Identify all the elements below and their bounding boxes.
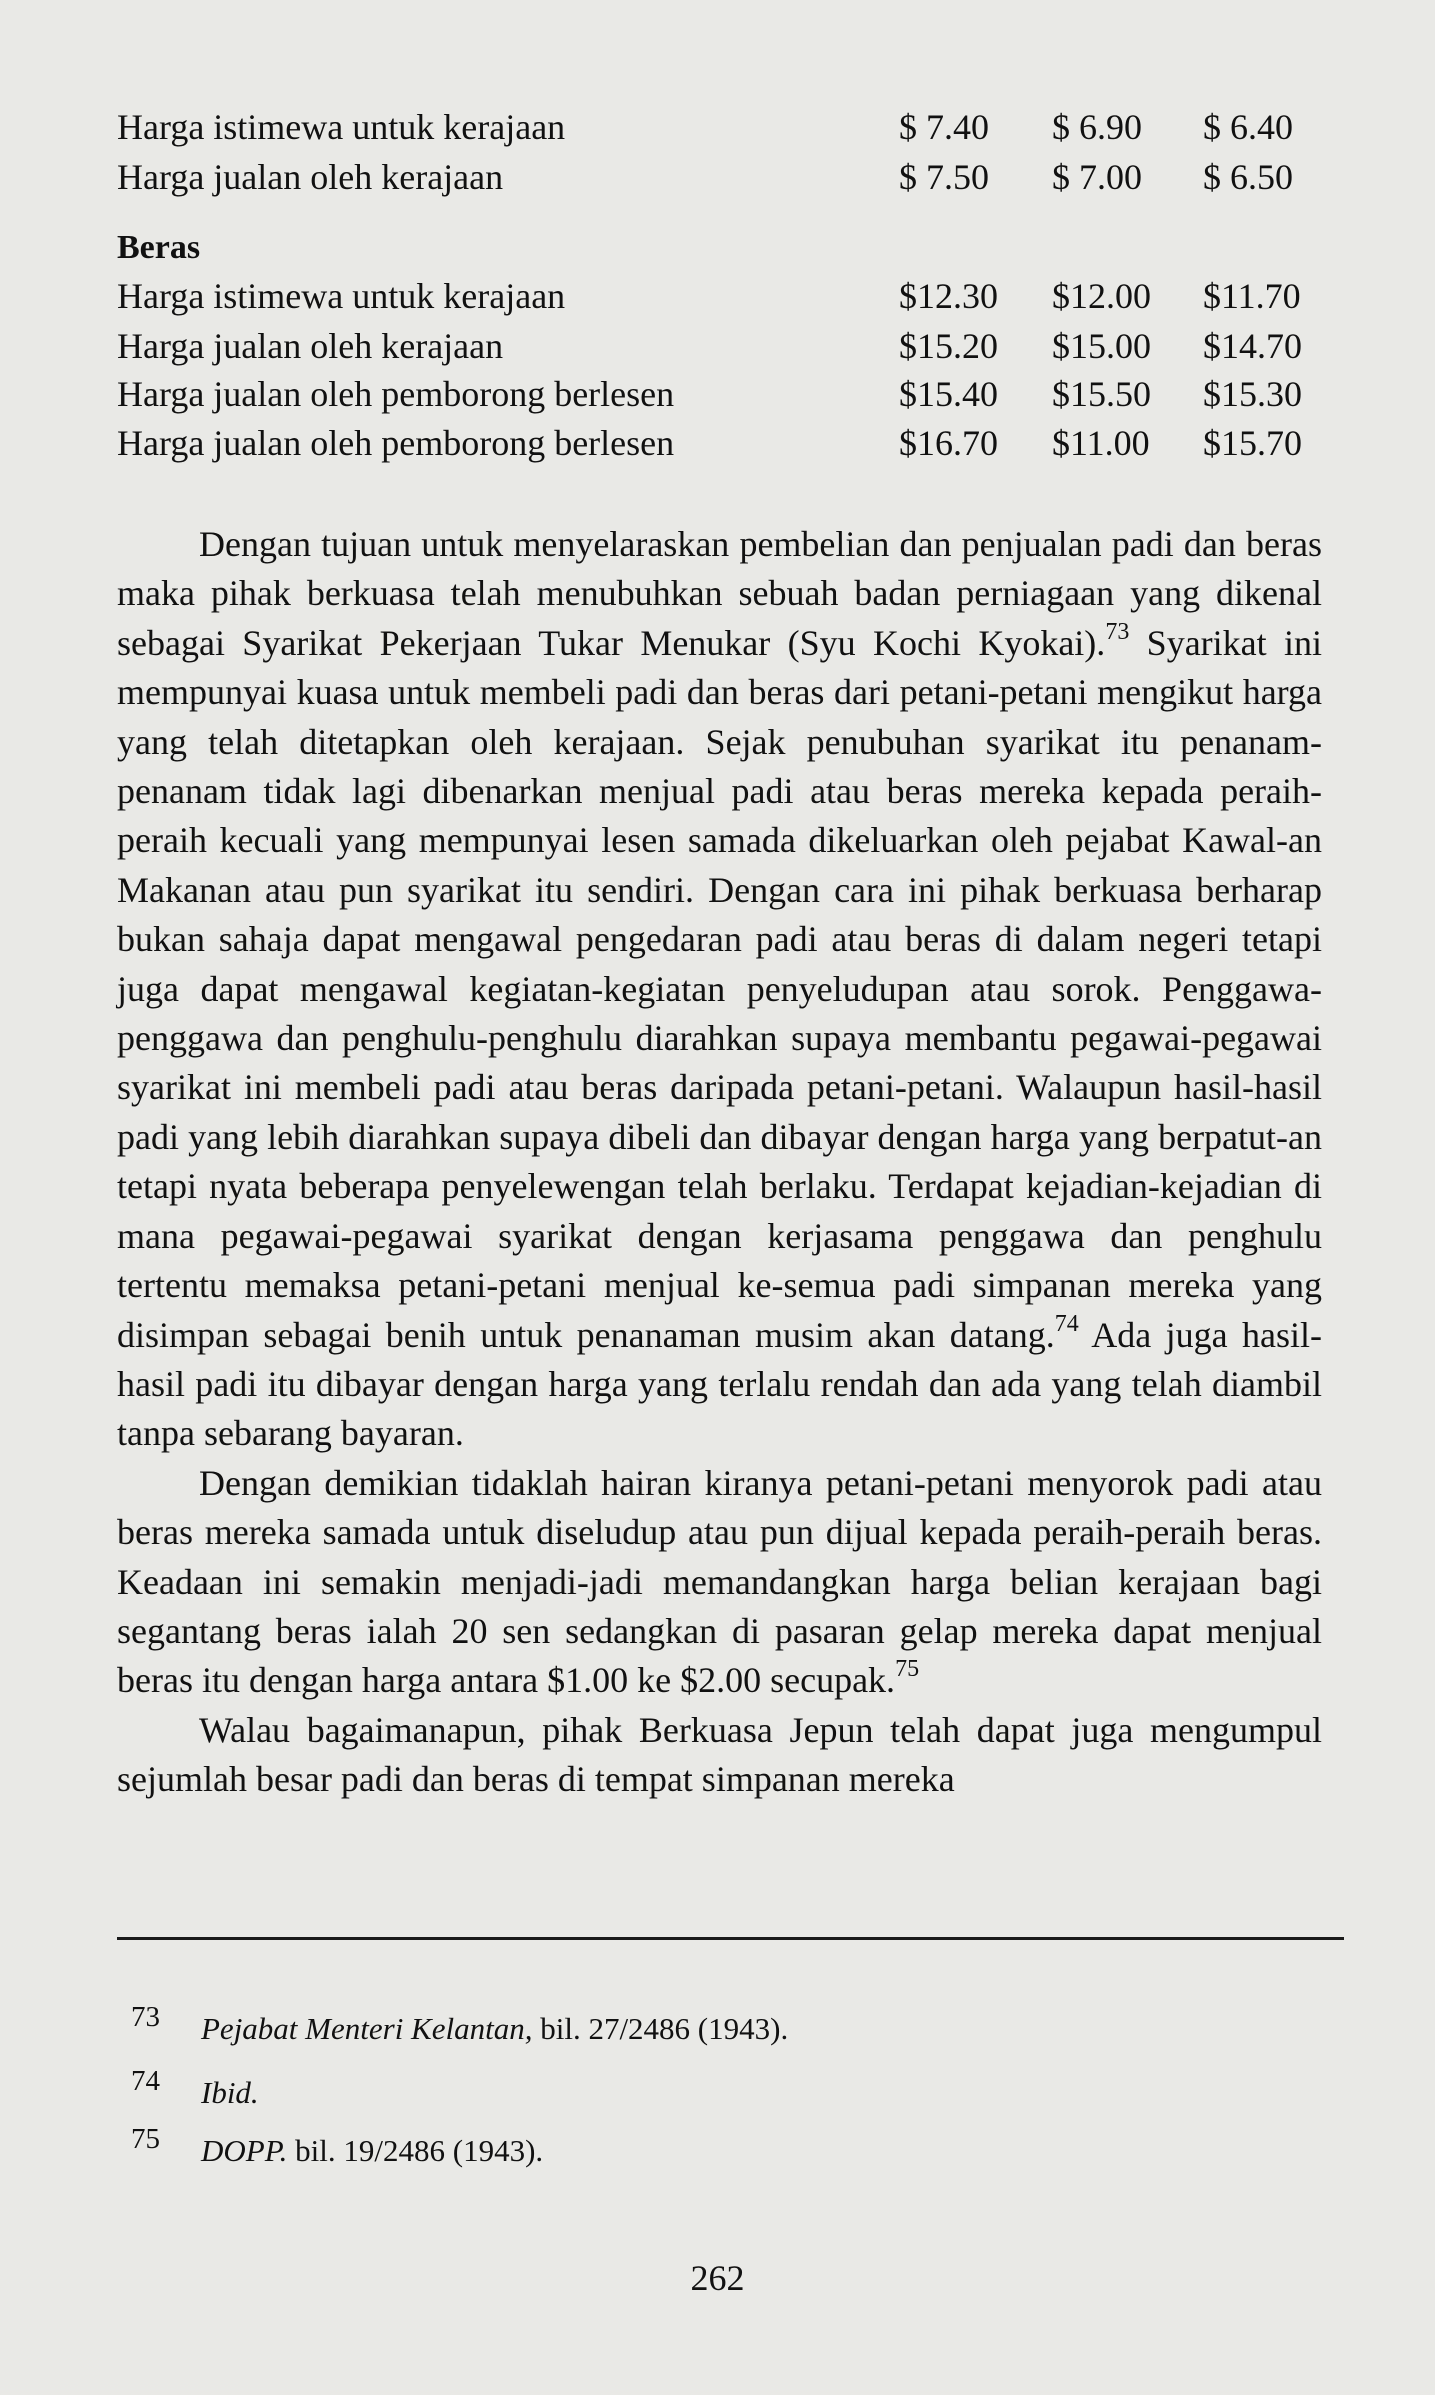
price-row-label: Harga jualan oleh pemborong berlesen [117,374,675,414]
price-row [117,372,1322,416]
beras-heading: Beras [117,229,201,266]
price-value: $14.70 [1203,326,1302,366]
price-value: $ 7.50 [899,157,989,197]
price-row [117,105,1322,149]
price-value: $15.40 [899,374,998,414]
price-value: $15.00 [1052,326,1151,366]
footnote [117,2001,1217,2049]
paragraph: Dengan demikian tidaklah hairan kiranya petani-petani menyorok padi atau beras mereka samada untuk diseludup atau pun dijual kepada peraih-peraih beras. Keadaan ini semakin menjadi-jadi memandangkan harga belian kerajaan bagi segantang beras ialah 20 sen sedangkan di pasaran gelap mereka dapat menjual beras itu dengan harga antara $1.00 ke $2.00 secupak.$^{75}$ [117,1462,1322,1701]
footnote-text: Ibid. [201,2075,259,2110]
footnote-ref[interactable]: 73 [1105,618,1130,645]
price-row [117,155,1322,199]
footnote-divider [117,1937,1344,1940]
price-value: $ 6.40 [1203,107,1293,147]
price-value: $15.20 [899,326,998,366]
price-row-label: Harga istimewa untuk kerajaan [117,107,566,147]
price-row-label: Harga jualan oleh pemborong berlesen [117,423,675,463]
footnote-text: DOPP. bil. 19/2486 (1943). [201,2133,544,2168]
footnote-number: 73 [131,2001,160,2033]
footnote [117,2123,1217,2171]
price-value: $15.50 [1052,374,1151,414]
footnote-ref[interactable]: 74 [1054,1310,1079,1337]
footnote-text: Pejabat Menteri Kelantan, bil. 27/2486 (1943). [201,2011,789,2046]
body-text [117,520,1322,1805]
price-row-label: Harga istimewa untuk kerajaan [117,276,566,316]
price-value: $15.70 [1203,423,1302,463]
price-value: $11.00 [1052,423,1150,463]
paragraph: Walau bagaimanapun, pihak Berkuasa Jepun telah dapat juga mengumpul sejumlah besar padi dan beras di tempat simpanan mereka [117,1709,1322,1800]
price-row [117,274,1322,318]
footnote [117,2065,1217,2113]
page-number: 262 [690,2258,745,2298]
price-value: $12.30 [899,276,998,316]
price-row-label: Harga jualan oleh kerajaan [117,326,504,366]
footnote-number: 75 [131,2123,160,2155]
price-value: $ 6.50 [1203,157,1293,197]
price-row-label: Harga jualan oleh kerajaan [117,157,504,197]
footnote-ref[interactable]: 75 [895,1656,920,1683]
price-value: $12.00 [1052,276,1151,316]
price-row [117,324,1322,368]
price-value: $ 7.00 [1052,157,1142,197]
price-value: $ 6.90 [1052,107,1142,147]
footnote-number: 74 [131,2065,160,2097]
price-value: $16.70 [899,423,998,463]
price-row [117,421,1322,465]
price-value: $15.30 [1203,374,1302,414]
price-value: $11.70 [1203,276,1301,316]
paragraph: Dengan tujuan untuk menyelaraskan pembelian dan penjualan padi dan beras maka pihak berkuasa telah menubuhkan sebuah badan perniagaan yang dikenal sebagai Syarikat Pekerjaan Tukar Menukar (Syu Kochi Kyokai).$^{73}$ Syarikat ini mempunyai kuasa untuk membeli padi dan beras dari petani-petani mengikut harga yang telah ditetapkan oleh kerajaan. Sejak penubuhan syarikat itu penanam-penanam tidak lagi dibenarkan menjual padi atau beras mereka kepada peraih-peraih kecuali yang mempunyai lesen samada dikeluarkan oleh pejabat Kawal-an Makanan atau pun syarikat itu sendiri. Dengan cara ini pihak berkuasa berharap bukan sahaja dapat mengawal pengedaran padi atau beras di dalam negeri tetapi juga dapat mengawal kegiatan-kegiatan penyeludupan atau sorok. Penggawa-penggawa dan penghulu-penghulu diarahkan supaya membantu pegawai-pegawai syarikat ini membeli padi atau beras daripada petani-petani. Walaupun hasil-hasil padi yang lebih diarahkan supaya dibeli dan dibayar dengan harga yang berpatut-an tetapi nyata beberapa penyelewengan telah berlaku. Terdapat kejadian-kejadian di mana pegawai-pegawai syarikat dengan kerjasama penggawa dan penghulu tertentu memaksa petani-petani menjual ke-semua padi simpanan mereka yang disimpan sebagai benih untuk penanaman musim akan datang.$^{74}$ Ada juga hasil-hasil padi itu dibayar dengan harga yang terlalu rendah dan ada yang telah diambil tanpa sebarang bayaran. [117,524,1323,1454]
price-value: $ 7.40 [899,107,989,147]
